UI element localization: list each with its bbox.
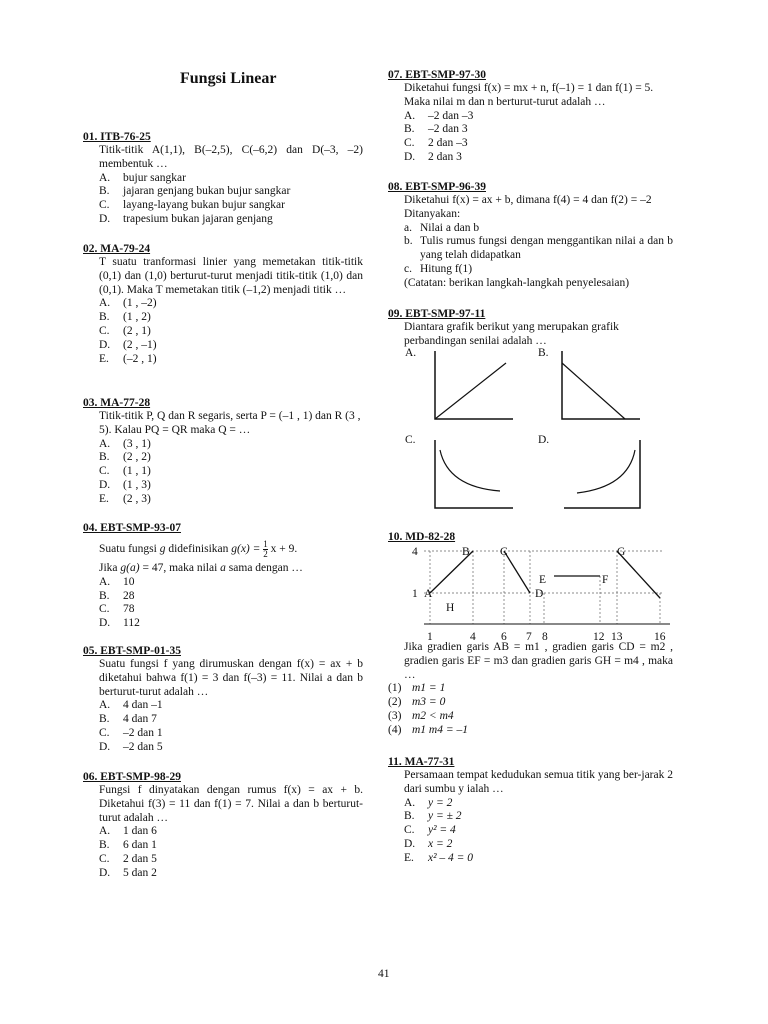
- x-tick-13: 13: [611, 631, 623, 643]
- option-list: [99, 438, 363, 507]
- graph-c: [435, 440, 513, 508]
- question-header: 03. MA-77-28: [83, 397, 151, 409]
- note: (Catatan: berikan langkah-langkah penyelesaian): [404, 276, 630, 289]
- x-tick-12: 12: [593, 631, 605, 643]
- question-10-body: [388, 641, 673, 738]
- question-text: Diantara grafik berikut yang merupakan grafik perbandingan senilai adalah …: [404, 321, 619, 347]
- x-tick-7: 7: [526, 631, 532, 643]
- question-text: Diketahui fungsi f(x) = mx + n, f(–1) = 1 dan f(1) = 5. Maka nilai m dan n berturut-turut adalah …: [404, 82, 654, 108]
- segment-cd: [504, 551, 530, 593]
- question-text: Diketahui f(x) = ax + b, dimana f(4) = 4 dan f(2) = –2: [404, 194, 652, 206]
- x-tick-4: 4: [470, 631, 476, 643]
- question-09: [388, 307, 673, 349]
- option: B. (1 , 2): [99, 311, 151, 324]
- option: D. (2 , –1): [99, 338, 157, 351]
- statement: (1) m1 = 1: [388, 682, 446, 695]
- question-header: 01. ITB-76-25: [83, 131, 151, 143]
- point-label-d: D: [535, 588, 544, 600]
- x-tick-16: 16: [654, 631, 666, 643]
- y-tick-1: 1: [412, 588, 418, 600]
- question-text: Jika gradien garis AB = m1 , gradien garis CD = m2 , gradien garis EF = m3 dan gradien garis GH = m4 , maka …: [404, 641, 673, 681]
- question-header: 09. EBT-SMP-97-11: [388, 308, 486, 320]
- option: E. x² – 4 = 0: [404, 851, 474, 864]
- option: D. 112: [99, 617, 140, 630]
- option: C. 2 dan –3: [404, 137, 468, 150]
- question-text-2: Ditanyakan:: [404, 207, 461, 220]
- question-header: 02. MA-79-24: [83, 243, 151, 255]
- segment-gh: [617, 551, 660, 598]
- option: D. 2 dan 3: [404, 150, 462, 163]
- question-02: [83, 242, 363, 366]
- option: C. layang-layang bukan bujur sangkar: [99, 199, 285, 212]
- curve-decreasing: [440, 450, 500, 491]
- question-04: [83, 521, 363, 631]
- item: a. Nilai a dan b: [404, 221, 480, 234]
- option: B. 6 dan 1: [99, 839, 157, 852]
- option-list: [99, 172, 363, 227]
- option: C. 2 dan 5: [99, 852, 157, 865]
- option: E. (–2 , 1): [99, 352, 157, 365]
- option: D. 5 dan 2: [99, 866, 157, 879]
- axes: [435, 351, 513, 419]
- item: b. Tulis rumus fungsi dengan menggantikan nilai a dan b yang telah didapatkan: [404, 235, 673, 262]
- graph-options-figure: [388, 345, 673, 515]
- option: C. 78: [99, 603, 135, 616]
- option: A. 1 dan 6: [99, 825, 157, 838]
- x-tick-1: 1: [427, 631, 433, 643]
- graph-label-b: B.: [538, 347, 549, 359]
- question-text-2: Jika g(a) = 47, maka nilai a sama dengan …: [99, 562, 303, 574]
- line-rising: [435, 363, 506, 419]
- option: D. –2 dan 5: [99, 740, 163, 753]
- graph-d: [564, 440, 640, 508]
- statement: (2) m3 = 0: [388, 696, 446, 709]
- option: B. –2 dan 3: [404, 123, 468, 136]
- question-text: Fungsi f dinyatakan dengan rumus f(x) = ax + b. Diketahui f(3) = 11 dan f(1) = 7. Nilai a dan b berturut-turut adalah …: [99, 784, 363, 824]
- option-list: [404, 797, 673, 866]
- curve-increasing: [577, 450, 635, 493]
- x-tick-8: 8: [542, 631, 548, 643]
- question-text: Titik-titik P, Q dan R segaris, serta P = (–1 , 1) dan R (3 , 5). Kalau PQ = QR maka Q = …: [99, 410, 361, 436]
- option: A. (3 , 1): [99, 437, 151, 450]
- option: D. (1 , 3): [99, 478, 151, 491]
- question-header: 04. EBT-SMP-93-07: [83, 522, 181, 534]
- x-tick-6: 6: [501, 631, 507, 643]
- option: B. jajaran genjang bukan bujur sangkar: [99, 185, 291, 198]
- question-05: [83, 644, 363, 755]
- question-header: 06. EBT-SMP-98-29: [83, 771, 181, 783]
- item-list: [404, 222, 673, 277]
- line-graph-md-82-28: [388, 542, 673, 644]
- option-list: [404, 110, 673, 165]
- option: B. 28: [99, 589, 135, 602]
- graph-b: [562, 351, 640, 419]
- option-list: [99, 576, 363, 631]
- question-03: [83, 396, 363, 507]
- question-text: Persamaan tempat kedudukan semua titik yang ber-jarak 2 dari sumbu y ialah …: [404, 769, 673, 795]
- axes: [562, 351, 640, 419]
- question-07: [388, 68, 673, 165]
- option: A. y = 2: [404, 796, 453, 809]
- question-header: 10. MD-82-28: [388, 531, 456, 543]
- page-title: Fungsi Linear: [180, 70, 277, 87]
- option: C. y² = 4: [404, 824, 456, 837]
- item: c. Hitung f(1): [404, 262, 473, 275]
- graph-label-d: D.: [538, 434, 550, 446]
- option: A. –2 dan –3: [404, 109, 474, 122]
- point-label-f: F: [602, 574, 609, 586]
- point-label-b: B: [462, 546, 470, 558]
- point-label-a: A: [424, 588, 433, 600]
- option: A. 10: [99, 575, 135, 588]
- graph-a: [435, 351, 513, 419]
- point-label-g: G: [617, 546, 626, 558]
- option-list: [99, 825, 363, 880]
- graph-label-c: C.: [405, 434, 416, 446]
- option: A. bujur sangkar: [99, 171, 186, 184]
- point-label-c: C: [500, 546, 508, 558]
- option: D. trapesium bukan jajaran genjang: [99, 212, 273, 225]
- point-label-h: H: [446, 602, 455, 614]
- statement: (3) m2 < m4: [388, 709, 454, 722]
- question-header: 08. EBT-SMP-96-39: [388, 181, 486, 193]
- graph-label-a: A.: [405, 347, 417, 359]
- question-08: [388, 180, 673, 291]
- question-header: 05. EBT-SMP-01-35: [83, 645, 181, 657]
- question-01: [83, 130, 363, 227]
- y-tick-4: 4: [412, 546, 418, 558]
- question-header: 07. EBT-SMP-97-30: [388, 69, 486, 81]
- option-list: [99, 699, 363, 754]
- question-text: Titik-titik A(1,1), B(–2,5), C(–6,2) dan D(–3, –2) membentuk …: [99, 144, 363, 170]
- question-text: T suatu tranformasi linier yang memetakan titik-titik (0,1) dan (1,0) berturut-turut menjadi titik-titik (1,0) dan (0,1). Maka T memetakan titik (–1,2) menjadi titik …: [99, 256, 363, 296]
- question-header: 11. MA-77-31: [388, 756, 455, 768]
- option: C. (2 , 1): [99, 324, 151, 337]
- question-text: Suatu fungsi g didefinisikan g(x) = $\frac{1}{2}$ x + 9.: [99, 539, 298, 559]
- option: A. (1 , –2): [99, 297, 157, 310]
- point-label-e: E: [539, 574, 547, 586]
- line-falling: [562, 363, 625, 419]
- option-list: [99, 297, 363, 366]
- axes: [435, 440, 513, 508]
- page-number: 41: [378, 968, 390, 980]
- option: C. (1 , 1): [99, 465, 151, 478]
- statement: (4) m1 m4 = –1: [388, 723, 468, 736]
- question-06: [83, 770, 363, 881]
- option: E. (2 , 3): [99, 492, 151, 505]
- fraction: $\frac{1}{2}$: [263, 539, 268, 559]
- question-11: [388, 755, 673, 866]
- question-text: Suatu fungsi f yang dirumuskan dengan f(x) = ax + b diketahui bahwa f(1) = 3 dan f(–3) = 11. Nilai a dan b berturut-turut adalah …: [99, 658, 363, 698]
- option: B. 4 dan 7: [99, 713, 157, 726]
- statement-list: [388, 682, 673, 737]
- option: A. 4 dan –1: [99, 699, 163, 712]
- option: B. (2 , 2): [99, 451, 151, 464]
- option: B. y = ± 2: [404, 810, 462, 823]
- option: C. –2 dan 1: [99, 726, 163, 739]
- axes: [564, 440, 640, 508]
- option: D. x = 2: [404, 837, 453, 850]
